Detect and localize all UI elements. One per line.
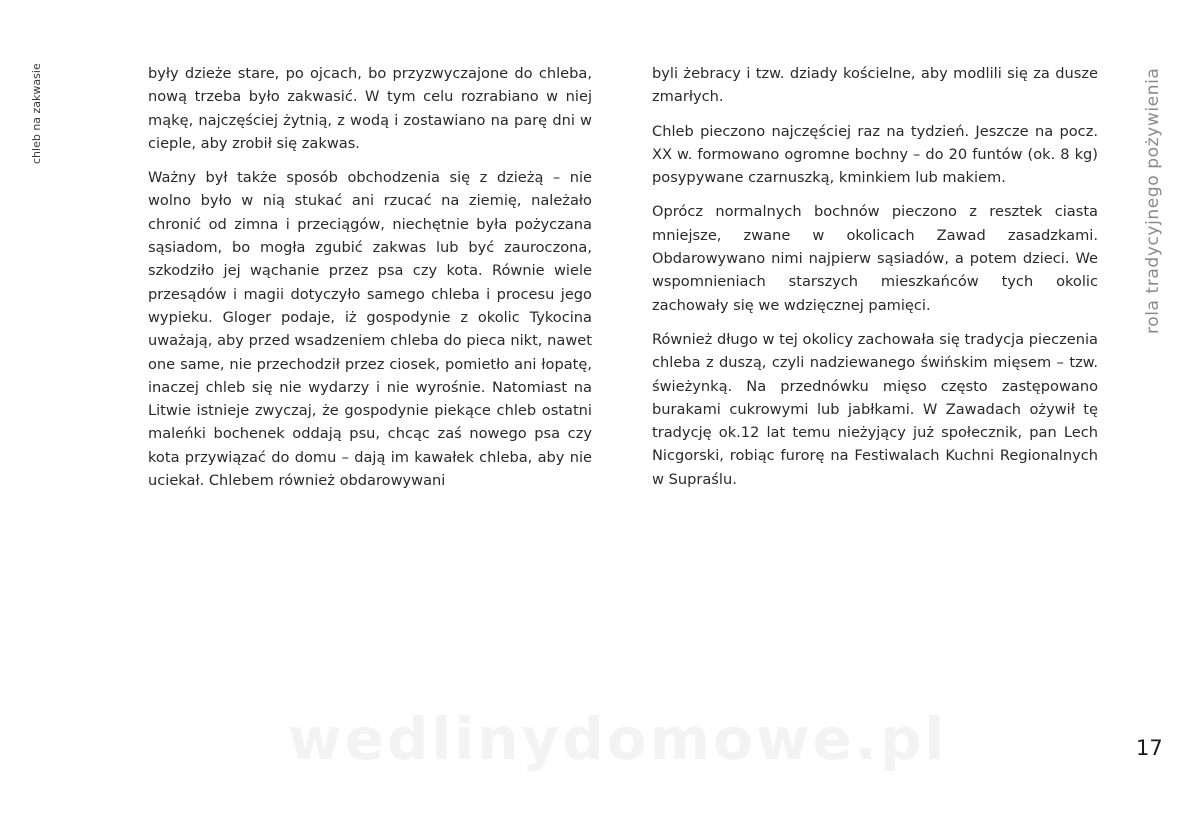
paragraph: Chleb pieczono najczęściej raz na tydzień. Jeszcze na pocz. XX w. formowano ogromne bochny – do 20 funtów (ok. 8 kg) posypywane czarnuszką, kminkiem lub makiem. — [652, 122, 1098, 187]
watermark: wedlinydomowe.pl — [288, 705, 948, 773]
running-header-left-text: chleb na zakwasie — [30, 63, 43, 164]
paragraph: Ważny był także sposób obchodzenia się z dzieżą – nie wolno było w nią stukać ani rzucać na ziemię, należało chronić od zimna i przeciągów, niechętnie była pożyczana sąsiadom, bo mogła zgubić zakwas lub być zauroczona, szkodziło jej wąchanie przez psa czy kota. Równie wiele przesądów i magii dotyczyło samego chleba i procesu jego wypieku. Gloger podaje, iż gospodynie z okolic Tykocina uważają, aby przed wsadzeniem chleba do pieca nikt, nawet one same, nie przechodził przez ciosek, pomietło ani łopatę, inaczej chleb się nie wydarzy i nie wyrośnie. Natomiast na Litwie istnieje zwyczaj, że gospodynie piekące chleb ostatni maleńki bochenek oddają psu, chcąc zaś nowego psa czy kota przywiązać do domu – dają im kawałek chleba, aby nie uciekał. Chlebem również obdarowywani — [148, 169, 592, 490]
running-header-left — [30, 62, 42, 172]
paragraph: Oprócz normalnych bochnów pieczono z resztek ciasta mniejsze, zwane w okolicach Zawad zasadzkami. Obdarowywano nimi najpierw sąsiadów, a potem dzieci. We wspomnieniach starszych mieszkańców tych okolic zachowały się we wdzięcznej pamięci. — [652, 203, 1098, 314]
text-column-right — [652, 62, 1098, 502]
text-column-left — [148, 62, 592, 503]
running-header-right-text: rola tradycyjnego pożywienia — [1143, 67, 1163, 334]
running-header-right — [1143, 62, 1165, 337]
paragraph: byli żebracy i tzw. dziady kościelne, aby modlili się za dusze zmarłych. — [652, 65, 1098, 106]
page-number: 17 — [1136, 736, 1163, 760]
paragraph: były dzieże stare, po ojcach, bo przyzwyczajone do chleba, nową trzeba było zakwasić. W tym celu rozrabiano w niej mąkę, najczęściej żytnią, z wodą i zostawiano na parę dni w cieple, aby zrobił się zakwas. — [148, 65, 592, 152]
paragraph: Również długo w tej okolicy zachowała się tradycja pieczenia chleba z duszą, czyli nadziewanego świńskim mięsem – tzw. świeżynką. Na przednówku mięso często zastępowano burakami cukrowymi lub jabłkami. W Zawadach ożywił tę tradycję ok.12 lat temu nieżyjący już społecznik, pan Lech Nicgorski, robiąc furorę na Festiwalach Kuchni Regionalnych w Supraślu. — [652, 330, 1098, 488]
